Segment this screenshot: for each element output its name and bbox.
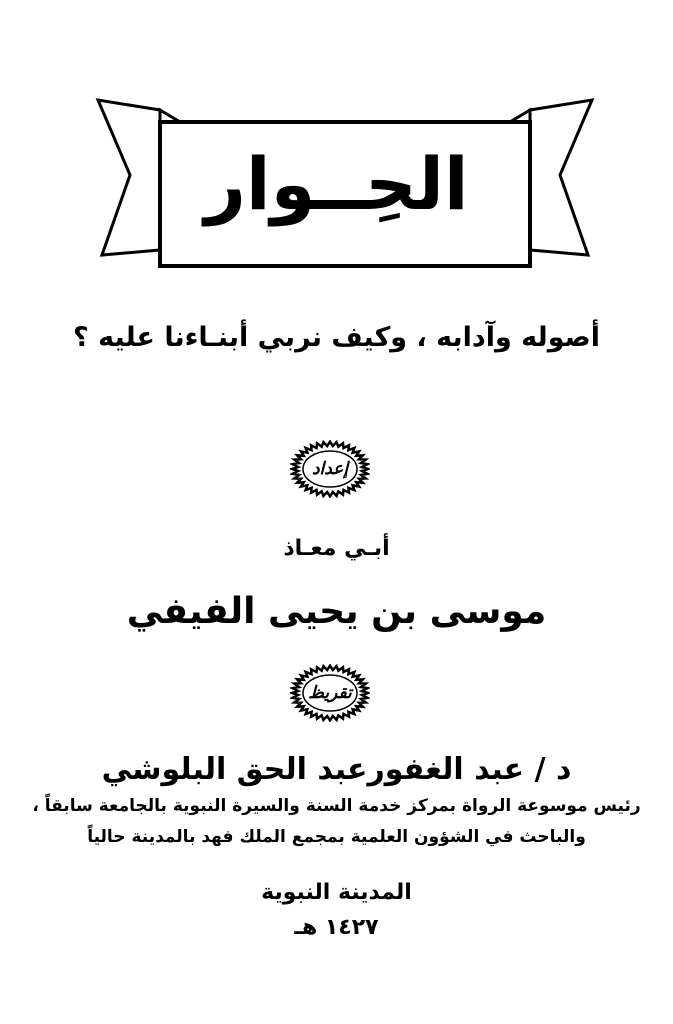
endorser-name: د / عبد الغفورعبد الحق البلوشي <box>101 752 572 787</box>
endorser-description-line-1: رئيس موسوعة الرواة بمركز خدمة السنة والسيرة النبوية بالجامعة سابقاً ، <box>32 796 641 816</box>
endorsement-badge <box>290 664 370 722</box>
author-name: موسى بن يحيى الفيفي <box>126 591 547 632</box>
author-kunya: أبـي معـاذ <box>283 536 390 561</box>
book-subtitle: أصوله وآدابه ، وكيف نربي أبنـاءنا عليه ؟ <box>73 322 600 353</box>
prepared-by-badge <box>290 440 370 498</box>
endorsement-label: تقريظ <box>308 683 352 703</box>
book-title: الحِــوار <box>204 142 469 226</box>
prepared-by-label: إعداد <box>311 459 349 479</box>
endorser-description-line-2: والباحث في الشؤون العلمية بمجمع الملك فهد بالمدينة حالياً <box>87 827 586 847</box>
publication-city: المدينة النبوية <box>261 880 412 905</box>
publication-year: ١٤٢٧ هـ <box>294 915 379 940</box>
